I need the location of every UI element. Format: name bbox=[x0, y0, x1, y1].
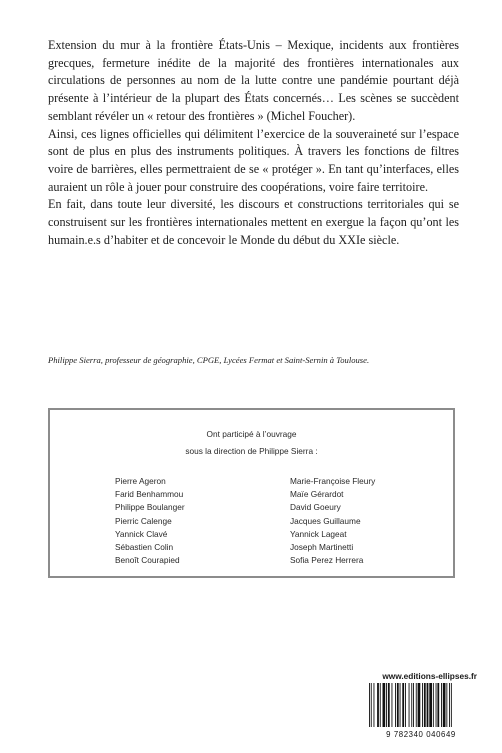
barcode-bar bbox=[433, 683, 434, 727]
contributor-name: Marie-Françoise Fleury bbox=[290, 476, 376, 486]
contributor-name: Joseph Martinetti bbox=[290, 542, 354, 553]
barcode-bar bbox=[424, 683, 426, 727]
barcode-bar bbox=[392, 683, 393, 727]
barcode-bar bbox=[374, 683, 375, 727]
blurb-paragraph-3: En fait, dans toute leur diversité, les discours et constructions territoriales qui se construisent sur les frontières internationales mettent en exergue la façon qu’ont les humain.e.s d’habiter et de concevoir le Monde du début du XXIe siècle. bbox=[48, 197, 459, 247]
barcode-bar bbox=[380, 683, 381, 727]
barcode-bar bbox=[388, 683, 390, 727]
blurb-paragraph-2: Ainsi, ces lignes officielles qui délimitent l’exercice de la souveraineté sur l’espace sont de plus en plus des instruments politiques. À travers les fonctions de filtres voire de barrières, elles permettraient de se « protéger ». En tant qu’interfaces, elles auraient un rôle à jouer pour construire des coopérations, voire faire territoire. bbox=[48, 126, 459, 194]
barcode-bars-graphic bbox=[365, 683, 477, 729]
contributors-heading-line1: Ont participé à l’ouvrage bbox=[206, 429, 297, 439]
contributor-name: Benoît Courapied bbox=[115, 555, 180, 566]
barcode-bar bbox=[418, 683, 421, 727]
barcode-bar bbox=[400, 683, 401, 727]
barcode-digits: 9 782340 040649 bbox=[386, 730, 456, 739]
barcode-bar bbox=[402, 683, 404, 727]
barcode-bar bbox=[386, 683, 387, 727]
barcode-bar bbox=[369, 683, 370, 727]
contributor-name: Philippe Boulanger bbox=[115, 502, 185, 513]
contributor-name: Pierre Ageron bbox=[115, 476, 166, 486]
barcode-bar bbox=[437, 683, 439, 727]
barcode-bar bbox=[413, 683, 414, 727]
barcode-bar bbox=[449, 683, 450, 727]
barcode-bar bbox=[395, 683, 396, 727]
barcode-bar bbox=[383, 683, 386, 727]
barcode-bar bbox=[443, 683, 446, 727]
contributor-name: Farid Benhammou bbox=[115, 489, 184, 500]
contributors-heading-line2: sous la direction de Philippe Sierra : bbox=[185, 446, 318, 456]
barcode-bar bbox=[427, 683, 429, 727]
contributor-name: David Goeury bbox=[290, 502, 341, 513]
contributors-list bbox=[115, 475, 415, 567]
barcode-bar bbox=[371, 683, 372, 727]
barcode-bar bbox=[377, 683, 379, 727]
contributor-name: Jacques Guillaume bbox=[290, 515, 361, 526]
author-credit bbox=[48, 355, 468, 365]
barcode-bar bbox=[429, 683, 432, 727]
blurb-paragraph-1: Extension du mur à la frontière États-Unis – Mexique, incidents aux frontières grecques, fermeture inédite de la majorité des frontières internationales aux circulations de personnes au nom de la lutte contre une pandémie pourtant déjà présente à l’intérieur de la plupart des États concernés… Les scènes se succèdent semblant révéler un « retour des frontières » (Michel Foucher). bbox=[48, 38, 459, 123]
contributor-name: Maïe Gérardot bbox=[290, 489, 344, 500]
barcode-bar bbox=[405, 683, 406, 727]
contributors-left-column bbox=[115, 475, 240, 567]
barcode-bar bbox=[436, 683, 437, 727]
barcode-bar bbox=[422, 683, 423, 727]
contributor-name: Sébastien Colin bbox=[115, 542, 174, 553]
barcode-bar bbox=[441, 683, 442, 727]
author-name: Philippe Sierra bbox=[48, 355, 101, 365]
barcode-bar bbox=[411, 683, 412, 727]
barcode-bar bbox=[409, 683, 410, 727]
barcode-bar bbox=[451, 683, 452, 727]
contributor-name: Sofia Perez Herrera bbox=[290, 555, 364, 566]
author-description: , professeur de géographie, CPGE, Lycées Fermat et Saint-Sernin à Toulouse. bbox=[100, 355, 370, 365]
barcode-bar bbox=[416, 683, 417, 727]
back-cover-blurb bbox=[48, 37, 459, 249]
contributors-right-column bbox=[290, 475, 415, 567]
contributors-heading bbox=[50, 426, 453, 460]
publisher-website: www.editions-ellipses.fr bbox=[382, 671, 477, 681]
contributors-box bbox=[48, 408, 455, 578]
isbn-barcode bbox=[365, 683, 477, 741]
barcode-bar bbox=[397, 683, 399, 727]
contributor-name: Yannick Lageat bbox=[290, 528, 347, 539]
contributor-name: Pierric Calenge bbox=[115, 515, 172, 526]
contributor-name: Yannick Clavé bbox=[115, 528, 168, 539]
barcode-bar bbox=[446, 683, 447, 727]
